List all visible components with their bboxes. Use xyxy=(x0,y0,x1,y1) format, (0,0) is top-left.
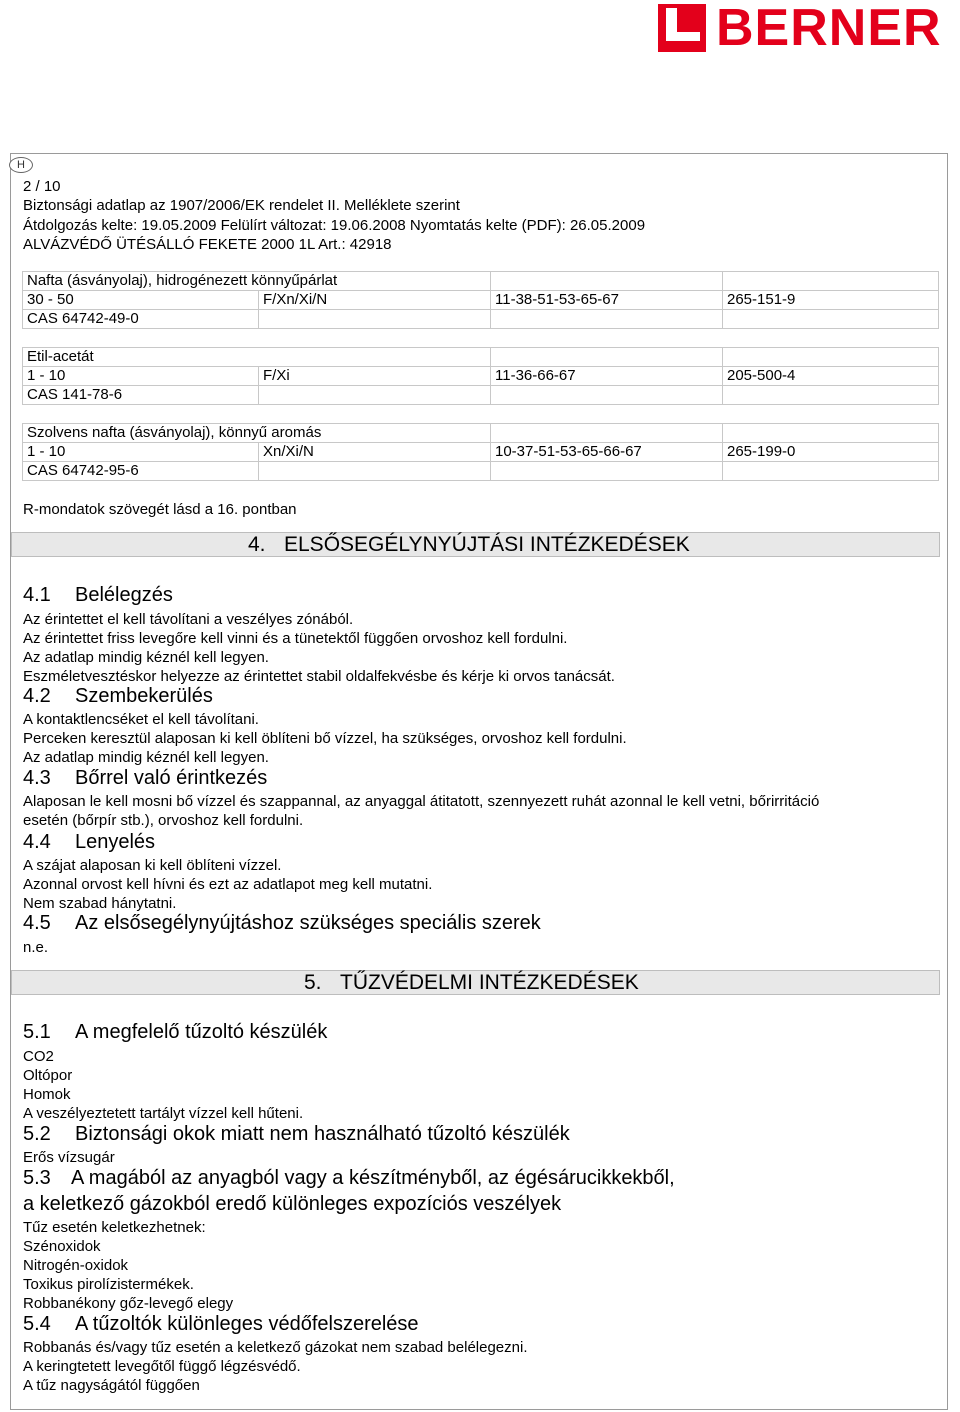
berner-logo-mark-icon xyxy=(658,4,706,52)
body-line: A keringtetett levegőtől függő légzésvédő. xyxy=(23,1358,301,1375)
section-4-heading xyxy=(11,532,940,557)
body-line: A kontaktlencséket el kell távolítani. xyxy=(23,711,259,728)
subsection-title: A tűzoltók különleges védőfelszerelése xyxy=(75,1313,419,1335)
subsection-heading xyxy=(23,767,267,790)
body-line: Nem szabad hánytatni. xyxy=(23,895,177,912)
body-line: Robbanás és/vagy tűz esetén a keletkező gázokat nem szabad belélegezni. xyxy=(23,1339,528,1356)
body-line: Nitrogén-oxidok xyxy=(23,1257,129,1274)
body-line: n.e. xyxy=(23,939,49,956)
body-line: A veszélyeztetett tartályt vízzel kell hűteni. xyxy=(23,1105,304,1122)
subsection-title: Belélegzés xyxy=(75,584,173,606)
subsection-body xyxy=(23,792,933,830)
body-line: Oltópor xyxy=(23,1067,73,1084)
section-5-heading xyxy=(11,970,940,995)
subsection-body xyxy=(23,710,933,767)
body-line: Azonnal orvost kell hívni és ezt az adatlapot meg kell mutatni. xyxy=(23,876,433,893)
component-table xyxy=(22,271,939,329)
subsection-number: 4.5 xyxy=(23,912,51,934)
subsection-number: 4.4 xyxy=(23,831,51,853)
component-cas: CAS 64742-49-0 xyxy=(23,310,259,329)
body-line: A szájat alaposan ki kell öblíteni vízzel. xyxy=(23,857,282,874)
subsection-heading xyxy=(23,685,213,708)
subsection-heading xyxy=(23,584,173,607)
brand-name: BERNER xyxy=(716,0,942,57)
section-title: TŰZVÉDELMI INTÉZKEDÉSEK xyxy=(340,971,639,994)
body-line: CO2 xyxy=(23,1048,54,1065)
subsection-number: 5.4 xyxy=(23,1313,51,1335)
body-line: A tűz nagyságától függően xyxy=(23,1377,200,1394)
subsection-heading xyxy=(23,912,541,935)
subsection-heading xyxy=(23,1167,675,1190)
subsection-body xyxy=(23,1338,933,1395)
page-number: 2 / 10 xyxy=(23,178,61,195)
subsection-heading xyxy=(23,831,155,854)
component-cas: CAS 64742-95-6 xyxy=(23,462,259,481)
component-table xyxy=(22,347,939,405)
subsection-number: 4.1 xyxy=(23,584,51,606)
body-line: Az adatlap mindig kéznél kell legyen. xyxy=(23,649,269,666)
berner-logo xyxy=(658,0,958,57)
component-name: Szolvens nafta (ásványolaj), könnyű aromás xyxy=(23,424,491,443)
body-line: Az adatlap mindig kéznél kell legyen. xyxy=(23,749,269,766)
subsection-title: Biztonsági okok miatt nem használható tűzoltó készülék xyxy=(75,1123,570,1145)
subsection-body xyxy=(23,856,933,913)
subsection-number: 5.3 xyxy=(23,1167,51,1189)
body-line: Robbanékony gőz-levegő elegy xyxy=(23,1295,234,1312)
body-line: Tűz esetén keletkezhetnek: xyxy=(23,1219,206,1236)
body-line: esetén (bőrpír stb.), orvoshoz kell fordulni. xyxy=(23,812,304,829)
component-symbols: F/Xi xyxy=(259,367,491,386)
body-line: Homok xyxy=(23,1086,71,1103)
subsection-body xyxy=(23,1148,933,1167)
component-symbols: Xn/Xi/N xyxy=(259,443,491,462)
body-line: Toxikus pirolízistermékek. xyxy=(23,1276,194,1293)
product-name: ALVÁZVÉDŐ ÜTÉSÁLLÓ FEKETE 2000 1L Art.: 42918 xyxy=(23,235,392,253)
body-line: Szénoxidok xyxy=(23,1238,101,1255)
subsection-body xyxy=(23,1047,933,1123)
doc-title: Biztonsági adatlap az 1907/2006/EK rendelet II. Melléklete szerint xyxy=(23,197,460,215)
component-conc: 30 - 50 xyxy=(23,291,259,310)
component-name: Nafta (ásványolaj), hidrogénezett könnyűpárlat xyxy=(23,272,491,291)
subsection-heading xyxy=(23,1021,327,1044)
section-number: 5. xyxy=(304,971,322,994)
component-rphrases: 10-37-51-53-65-66-67 xyxy=(491,443,723,462)
subsection-title: Lenyelés xyxy=(75,831,156,853)
subsection-number: 4.2 xyxy=(23,685,51,707)
subsection-title: Szembekerülés xyxy=(75,685,213,707)
subsection-number: 5.2 xyxy=(23,1123,51,1145)
r-phrases-note: R-mondatok szövegét lásd a 16. pontban xyxy=(23,501,297,518)
body-line: Az érintettet friss levegőre kell vinni és a tünetektől függően orvoshoz kell fordulni. xyxy=(23,630,568,647)
section-title: ELSŐSEGÉLYNYÚJTÁSI INTÉZKEDÉSEK xyxy=(284,533,690,556)
subsection-title: Az elsősegélynyújtáshoz szükséges speciális szerek xyxy=(75,912,541,934)
component-rphrases: 11-38-51-53-65-67 xyxy=(491,291,723,310)
subsection-number: 4.3 xyxy=(23,767,51,789)
component-ec: 265-199-0 xyxy=(723,443,939,462)
component-name: Etil-acetát xyxy=(23,348,491,367)
hazard-badge: H xyxy=(9,157,33,173)
subsection-title: Bőrrel való érintkezés xyxy=(75,767,268,789)
body-line: Az érintettet el kell távolítani a veszélyes zónából. xyxy=(23,611,354,628)
component-conc: 1 - 10 xyxy=(23,443,259,462)
subsection-body xyxy=(23,610,933,686)
body-line: Eszméletvesztéskor helyezze az érintettet stabil oldalfekvésbe és kérje ki orvos tanácsát. xyxy=(23,668,615,685)
component-symbols: F/Xn/Xi/N xyxy=(259,291,491,310)
body-line: Alaposan le kell mosni bő vízzel és szappannal, az anyaggal átitatott, szennyezett ruhát azonnal le kell vetni, bőrirritáció xyxy=(23,793,820,810)
subsection-number: 5.1 xyxy=(23,1021,51,1043)
body-line: Erős vízsugár xyxy=(23,1149,115,1166)
revision-dates: Átdolgozás kelte: 19.05.2009 Felülírt változat: 19.06.2008 Nyomtatás kelte (PDF): 26.05.2009 xyxy=(23,216,646,234)
subsection-title: A megfelelő tűzoltó készülék xyxy=(75,1021,328,1043)
subsection-title-continued: a keletkező gázokból eredő különleges expozíciós veszélyek xyxy=(23,1193,562,1215)
subsection-body xyxy=(23,938,933,957)
subsection-heading xyxy=(23,1123,570,1146)
component-cas: CAS 141-78-6 xyxy=(23,386,259,405)
subsection-title: A magából az anyagból vagy a készítményből, az égésárucikkekből, xyxy=(71,1167,675,1189)
body-line: Perceken keresztül alaposan ki kell öblíteni bő vízzel, ha szükséges, orvoshoz kell fordulni. xyxy=(23,730,627,747)
document-header xyxy=(23,177,645,254)
component-ec: 205-500-4 xyxy=(723,367,939,386)
subsection-heading xyxy=(23,1313,419,1336)
component-table xyxy=(22,423,939,481)
component-ec: 265-151-9 xyxy=(723,291,939,310)
component-rphrases: 11-36-66-67 xyxy=(491,367,723,386)
section-number: 4. xyxy=(248,533,266,556)
component-conc: 1 - 10 xyxy=(23,367,259,386)
subsection-body xyxy=(23,1218,933,1313)
